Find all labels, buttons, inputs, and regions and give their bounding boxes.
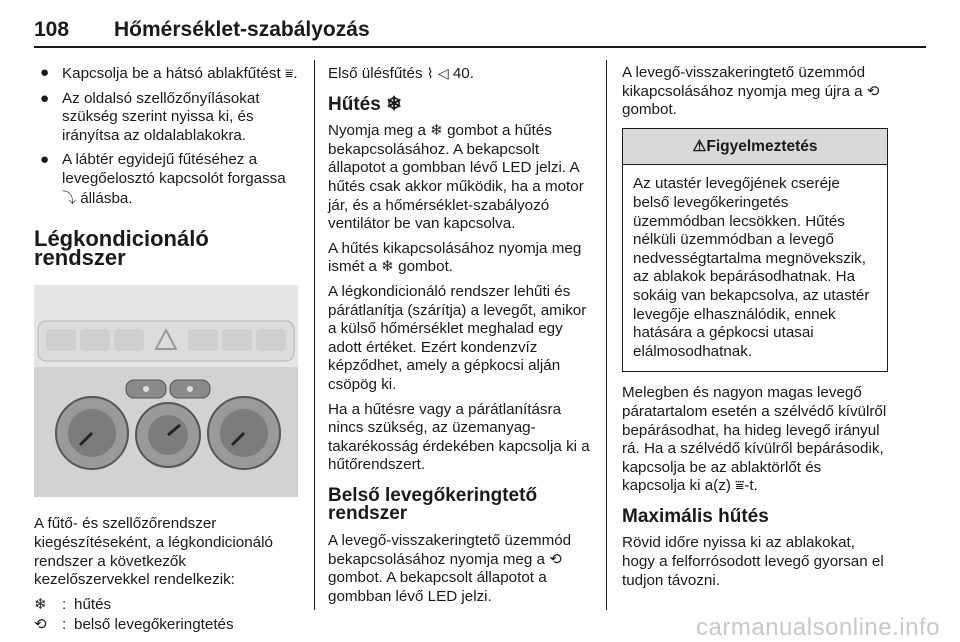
ac-intro-text: A fűtő- és szellőzőrendszer kiegészítéseként, a légkondicionáló rendszer a következők kezelőszervekkel rendelkezik:	[34, 515, 273, 589]
bullet-item: ● Kapcsolja be a hátsó ablakfűtést ⩸.	[40, 64, 298, 82]
page-reference-icon: ◁	[437, 65, 449, 81]
seat-heating-icon: ⌇	[426, 65, 434, 81]
section-heading-recirculation: Belső levegőkeringtető rendszer	[328, 484, 538, 525]
windshield-fog-paragraph: Melegben és nagyon magas levegő páratartalom esetén a szélvédő kívülről bepárásodhat, ha hideg levegő irányul rá. Ha a szélvédő kívülről bepárásodik, kapcsolja be az ablaktörlőt és kapcsolja ki a(z) ⩸-t.	[622, 384, 887, 495]
rear-defrost-icon: ⩸	[284, 65, 294, 81]
ac-snowflake-icon: ❄	[386, 93, 402, 115]
windshield-defrost-icon: ⩸	[735, 477, 745, 495]
page-number: 108	[34, 18, 70, 41]
column-divider-1	[314, 60, 315, 610]
column-right	[622, 64, 888, 596]
column-divider-2	[606, 60, 607, 610]
recirculation-icon: ⟲	[549, 550, 562, 568]
legend-item-recirculation: ⟲ : belső levegőkeringtetés	[34, 616, 234, 634]
max-cooling-paragraph: Rövid időre nyissa ki az ablakokat, hogy a felforrósodott levegő gyorsan el tudjon távozni.	[622, 534, 884, 589]
section-heading-cooling: Hűtés ❄	[328, 93, 402, 115]
ac-snowflake-icon: ❄	[34, 595, 47, 613]
seat-heating-reference: Első ülésfűtés ⌇ ◁ 40.	[328, 65, 474, 82]
legend-item-cooling: ❄ : hűtés	[34, 595, 112, 613]
page-header	[34, 0, 924, 44]
warning-header: ⚠Figyelmeztetés	[623, 129, 887, 166]
cooling-paragraph: Nyomja meg a ❄ gombot a hűtés bekapcsolásához. A bekapcsolt állapotot a gombban lévő LED jelzi. A hűtés csak akkor működik, ha a motor jár, és a hőmérséklet-szabályozó ventilátor be van kapcsolva.	[328, 122, 584, 233]
recirculation-icon: ⟲	[34, 616, 47, 634]
recirculation-off-paragraph: A levegő-visszakeringtető üzemmód kikapcsolásához nyomja meg újra a ⟲ gombot.	[622, 64, 880, 119]
column-middle	[328, 64, 592, 612]
cooling-off-paragraph: A hűtés kikapcsolásához nyomja meg ismét a ❄ gombot.	[328, 239, 582, 276]
dehumidify-paragraph: A légkondicionáló rendszer lehűti és párátlanítja (szárítja) a levegőt, amikor a külső hőmérséklet meghalad egy adott értéket. Ezért kondenzvíz képződhet, amely a gépkocsi alján csöpög ki.	[328, 282, 587, 393]
section-heading-max-cooling: Maximális hűtés	[622, 505, 769, 527]
ac-snowflake-icon: ❄	[430, 122, 443, 140]
air-distribution-icon: ⤵	[62, 189, 76, 206]
page-title: Hőmérséklet-szabályozás	[114, 18, 370, 41]
watermark	[0, 614, 960, 642]
economy-paragraph: Ha a hűtésre vagy a párátlanításra nincs szükség, az üzemanyag-takarékosság érdekében kapcsolja ki a hűtőrendszert.	[328, 400, 590, 474]
watermark-text: carmanualsonline.info	[696, 614, 940, 641]
header-rule	[34, 46, 926, 48]
warning-triangle-icon: ⚠	[692, 137, 707, 155]
warning-text: Az utastér levegőjének cseréje belső levegőkeringetés üzemmódban lecsökken. Hűtés nélküli üzemmódban a levegő nedvességtartalma megnövekszik, az ablakok bepárásodhatnak. Ha sokáig van bekapcsolva, az utastér levegője elhasználódik, ennek hatására a gépkocsi utasai elálmosodhatnak.	[633, 175, 870, 360]
climate-control-panel-image	[34, 285, 298, 497]
column-left	[34, 64, 302, 635]
section-heading-ac: Légkondicionáló rendszer	[34, 226, 209, 270]
warning-box	[622, 128, 888, 373]
recirculation-icon: ⟲	[866, 82, 880, 100]
ac-snowflake-icon: ❄	[381, 258, 394, 276]
recirculation-paragraph: A levegő-visszakeringtető üzemmód bekapcsolásához nyomja meg a ⟲ gombot. A bekapcsolt állapotot a gombban lévő LED jelzi.	[328, 532, 572, 605]
bullet-item: ● Az oldalsó szellőzőnyílásokat szükség szerint nyissa ki, és irányítsa az oldalablakokra.	[40, 89, 260, 144]
bullet-item: ● A lábtér egyidejű fűtéséhez a levegőelosztó kapcsolót forgassa ⤵ állásba.	[40, 151, 286, 207]
